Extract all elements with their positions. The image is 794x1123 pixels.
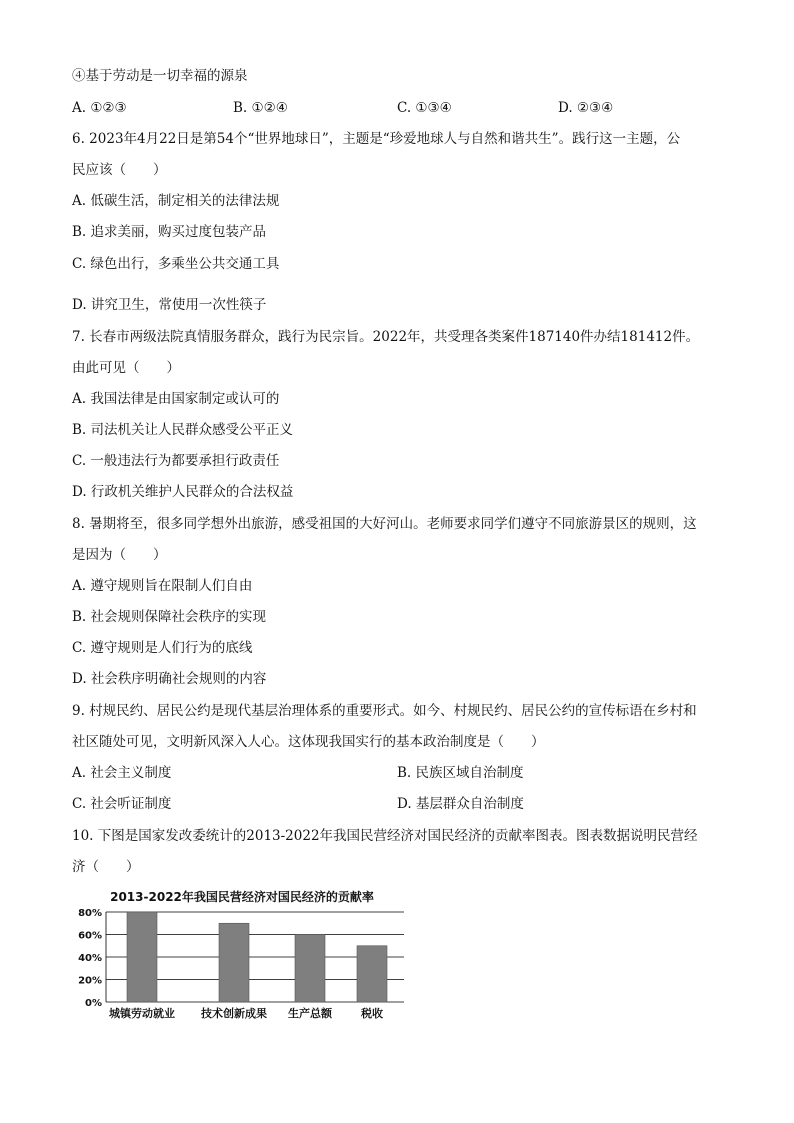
q9-stem: 9. 村规民约、居民公约是现代基层治理体系的重要形式。如今、村规民约、居民公约的宣传标语在乡村和	[72, 703, 697, 719]
q6-option-c: C. 绿色出行，多乘坐公共交通工具	[72, 256, 280, 272]
q6-stem: 6. 2023年4月22日是第54个“世界地球日”，主题是“珍爱地球人与自然和谐共生”。践行这一主题，公	[72, 131, 681, 147]
q7-stem-cont: 由此可见（ ）	[72, 360, 180, 376]
q5-option-c: C. ①③④	[397, 100, 452, 116]
bar	[295, 935, 325, 1003]
y-tick-label: 60%	[78, 930, 102, 942]
y-tick-label: 40%	[78, 953, 102, 964]
q9-stem-cont: 社区随处可见，文明新风深入人心。这体现我国实行的基本政治制度是（ ）	[72, 734, 545, 750]
y-tick-label: 20%	[78, 975, 102, 987]
q5-option-4-text: ④基于劳动是一切幸福的源泉	[72, 68, 248, 84]
q10-stem: 10. 下图是国家发改委统计的2013-2022年我国民营经济对国民经济的贡献率图表。图表数据说明民营经	[72, 828, 698, 844]
q7-option-d: D. 行政机关维护人民群众的合法权益	[72, 484, 294, 500]
q5-option-d: D. ②③④	[558, 100, 614, 116]
bar	[127, 912, 157, 1002]
q8-stem-cont: 是因为（ ）	[72, 547, 167, 563]
q9-option-d: D. 基层群众自治制度	[397, 796, 524, 812]
y-tick-label: 0%	[85, 998, 102, 1009]
q6-option-d: D. 讲究卫生，常使用一次性筷子	[72, 297, 267, 313]
chart-svg	[72, 884, 412, 1024]
q5-option-a: A. ①②③	[72, 100, 127, 116]
y-tick-label: 80%	[78, 908, 102, 919]
q8-option-a: A. 遵守规则旨在限制人们自由	[72, 578, 253, 594]
q9-option-a: A. 社会主义制度	[72, 765, 172, 781]
q7-option-a: A. 我国法律是由国家制定或认可的	[72, 391, 280, 407]
x-tick-label: 税收	[361, 1007, 383, 1020]
q10-stem-cont: 济（ ）	[72, 859, 140, 875]
contribution-chart	[72, 884, 412, 1024]
q8-option-b: B. 社会规则保障社会秩序的实现	[72, 609, 267, 625]
q6-option-a: A. 低碳生活，制定相关的法律法规	[72, 193, 280, 209]
q5-option-b: B. ①②④	[233, 100, 288, 116]
q6-option-b: B. 追求美丽，购买过度包装产品	[72, 224, 267, 240]
q8-stem: 8. 暑期将至，很多同学想外出旅游，感受祖国的大好河山。老师要求同学们遵守不同旅游景区的规则，这	[72, 516, 697, 532]
x-tick-label: 生产总额	[288, 1007, 332, 1020]
q7-option-c: C. 一般违法行为都要承担行政责任	[72, 453, 280, 469]
q9-option-c: C. 社会听证制度	[72, 796, 172, 812]
chart-title: 2013-2022年我国民营经济对国民经济的贡献率	[110, 890, 374, 904]
q7-option-b: B. 司法机关让人民群众感受公平正义	[72, 422, 294, 438]
bar	[219, 923, 249, 1002]
x-tick-label: 技术创新成果	[201, 1007, 267, 1020]
bar	[357, 946, 387, 1002]
q8-option-c: C. 遵守规则是人们行为的底线	[72, 640, 253, 656]
q7-stem: 7. 长春市两级法院真情服务群众，践行为民宗旨。2022年，共受理各类案件187140件办结181412件。	[72, 329, 700, 345]
x-tick-label: 城镇劳动就业	[109, 1007, 175, 1020]
q6-stem-cont: 民应该（ ）	[72, 162, 167, 178]
q9-option-b: B. 民族区域自治制度	[397, 765, 524, 781]
q8-option-d: D. 社会秩序明确社会规则的内容	[72, 671, 267, 687]
